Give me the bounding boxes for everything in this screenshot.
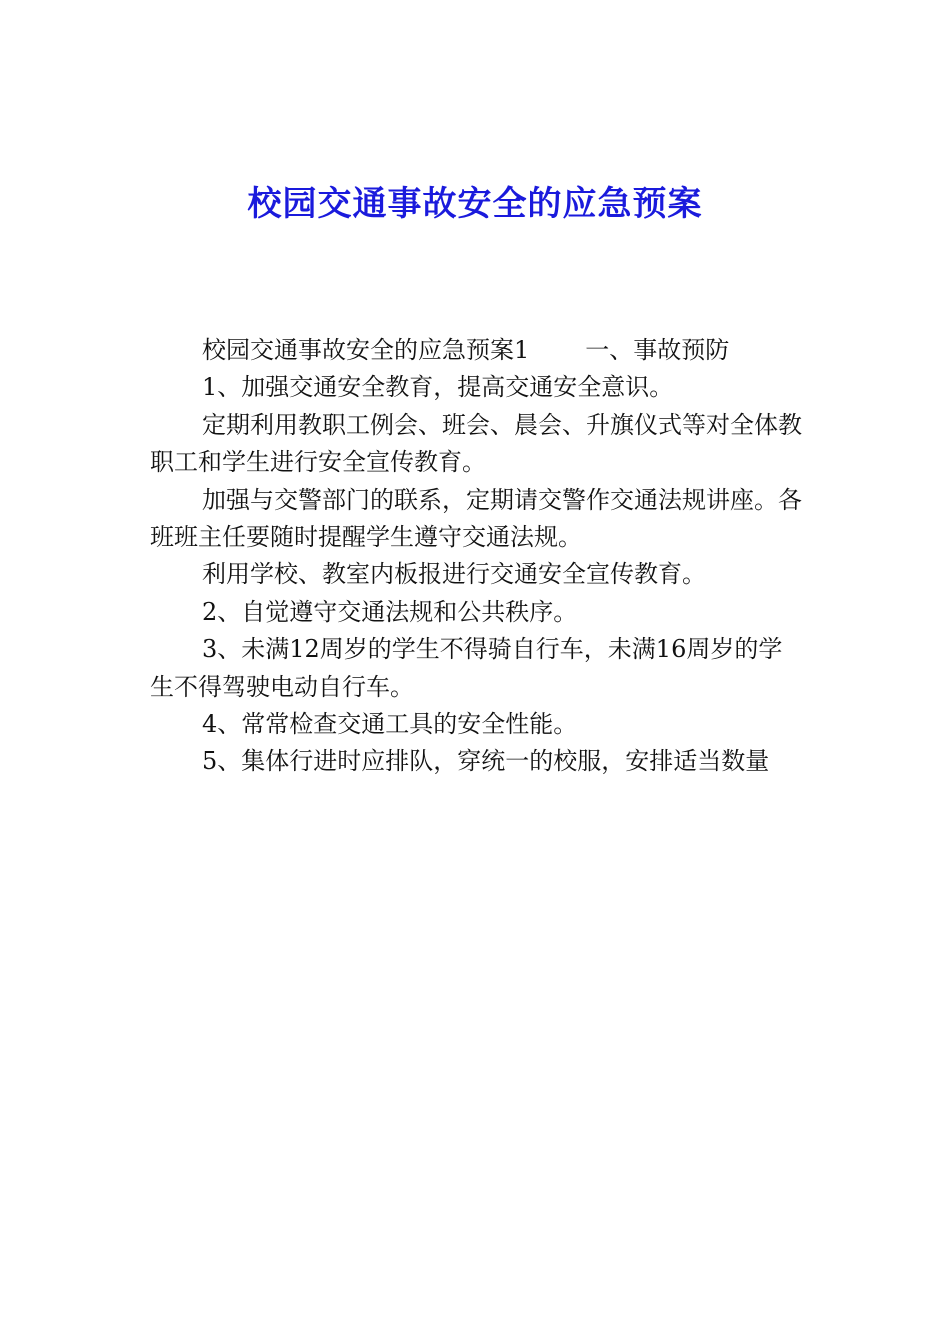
paragraph: 加强与交警部门的联系，定期请交警作交通法规讲座。各班班主任要随时提醒学生遵守交通法规。: [150, 485, 802, 552]
document-title: 校园交通事故安全的应急预案: [247, 184, 703, 224]
subtitle: 校园交通事故安全的应急预案1: [202, 336, 530, 364]
paragraph: 2、自觉遵守交通法规和公共秩序。: [202, 597, 578, 626]
section-heading: 一、事故预防: [585, 336, 730, 364]
paragraph: 3、未满12周岁的学生不得骑自行车，未满16周岁的学生不得驾驶电动自行车。: [150, 635, 783, 701]
paragraph: 定期利用教职工例会、班会、晨会、升旗仪式等对全体教职工和学生进行安全宣传教育。: [150, 410, 802, 477]
document-body: [150, 332, 805, 781]
paragraph: 5、集体行进时应排队，穿统一的校服，安排适当数量: [202, 747, 770, 776]
paragraph: 利用学校、教室内板报进行交通安全宣传教育。: [202, 560, 706, 589]
paragraph: 4、常常检查交通工具的安全性能。: [202, 710, 578, 739]
paragraph: 1、加强交通安全教育，提高交通安全意识。: [202, 373, 674, 402]
paragraph-intro: [150, 332, 805, 369]
